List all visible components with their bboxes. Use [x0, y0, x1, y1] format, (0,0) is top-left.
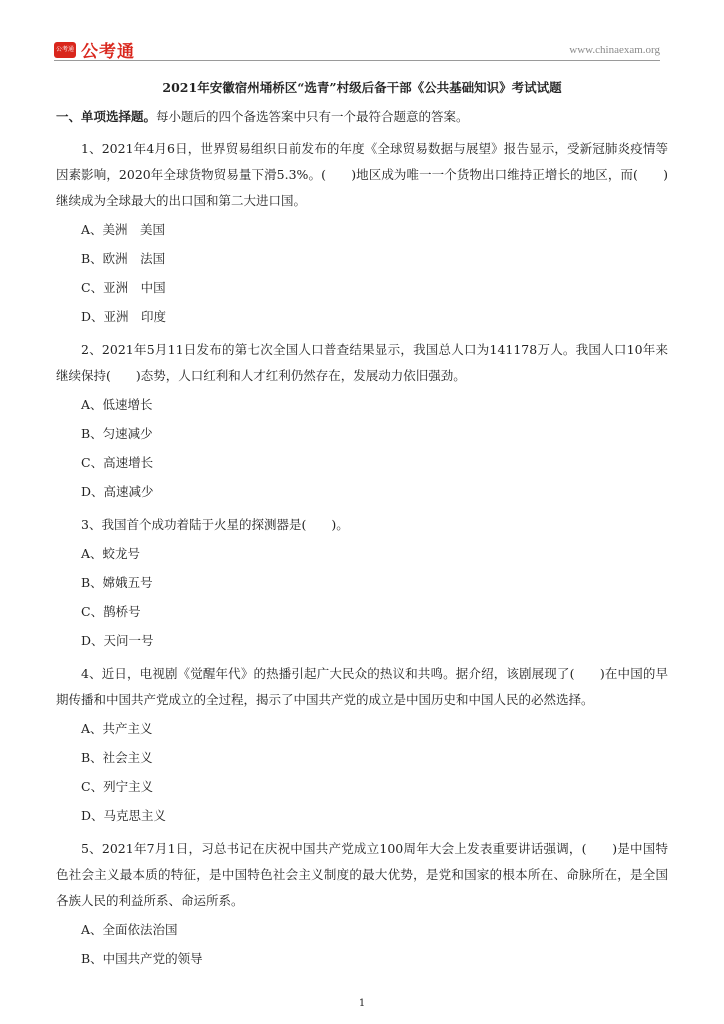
question-option: D、天问一号 [81, 633, 154, 648]
question-block [56, 836, 668, 968]
section-header [56, 108, 668, 126]
section-instruction: 每小题后的四个备选答案中只有一个最符合题意的答案。 [156, 109, 469, 124]
question-option: B、欧洲 法国 [81, 251, 166, 266]
question-option: A、蛟龙号 [81, 546, 141, 561]
logo-badge-icon: 公考通 [54, 42, 76, 58]
logo[interactable] [54, 37, 135, 62]
section-heading: 一、单项选择题。 [56, 109, 157, 124]
question-option: A、共产主义 [81, 721, 153, 736]
document-title: 2021年安徽宿州埇桥区“选青”村级后备干部《公共基础知识》考试试题 [162, 80, 562, 95]
question-option: B、中国共产党的领导 [81, 951, 203, 966]
question-option: D、马克思主义 [81, 808, 167, 823]
question-block [56, 337, 668, 501]
page-number: 1 [358, 998, 366, 1009]
question-option: A、美洲 美国 [81, 222, 166, 237]
question-option: B、社会主义 [81, 750, 153, 765]
header-divider [54, 60, 660, 61]
question-stem: 2、2021年5月11日发布的第七次全国人口普查结果显示，我国总人口为141178万人。我国人口10年来继续保持( )态势，人口红利和人才红利仍然存在，发展动力依旧强劲。 [56, 342, 668, 383]
question-stem: 1、2021年4月6日，世界贸易组织日前发布的年度《全球贸易数据与展望》报告显示，受新冠肺炎疫情等因素影响，2020年全球货物贸易量下滑5.3%。( )地区成为唯一一个货物出口维持正增长的地区，而( )继续成为全球最大的出口国和第二大进口国。 [56, 141, 668, 208]
question-block [56, 512, 668, 650]
question-option: A、全面依法治国 [81, 922, 178, 937]
question-option: B、嫦娥五号 [81, 575, 153, 590]
question-option: D、亚洲 印度 [81, 309, 167, 324]
question-option: C、鹊桥号 [81, 604, 141, 619]
question-stem: 3、我国首个成功着陆于火星的探测器是( )。 [81, 517, 349, 532]
question-block [56, 661, 668, 825]
question-block [56, 136, 668, 326]
question-option: C、亚洲 中国 [81, 280, 166, 295]
question-stem: 5、2021年7月1日，习总书记在庆祝中国共产党成立100周年大会上发表重要讲话强调，( )是中国特色社会主义最本质的特征，是中国特色社会主义制度的最大优势，是党和国家的根本所在、命脉所在，是全国各族人民的利益所系、命运所系。 [56, 841, 668, 908]
question-option: D、高速减少 [81, 484, 154, 499]
document-body [56, 78, 668, 979]
question-stem: 4、近日，电视剧《觉醒年代》的热播引起广大民众的热议和共鸣。据介绍，该剧展现了( )在中国的早期传播和中国共产党成立的全过程，揭示了中国共产党的成立是中国历史和中国人民的必然选择。 [56, 666, 668, 707]
logo-text: 公考通 [81, 42, 135, 62]
question-option: A、低速增长 [81, 397, 153, 412]
question-option: B、匀速减少 [81, 426, 153, 441]
question-option: C、列宁主义 [81, 779, 154, 794]
site-url[interactable]: www.chinaexam.org [569, 44, 660, 56]
page-header [0, 0, 724, 62]
question-option: C、高速增长 [81, 455, 154, 470]
